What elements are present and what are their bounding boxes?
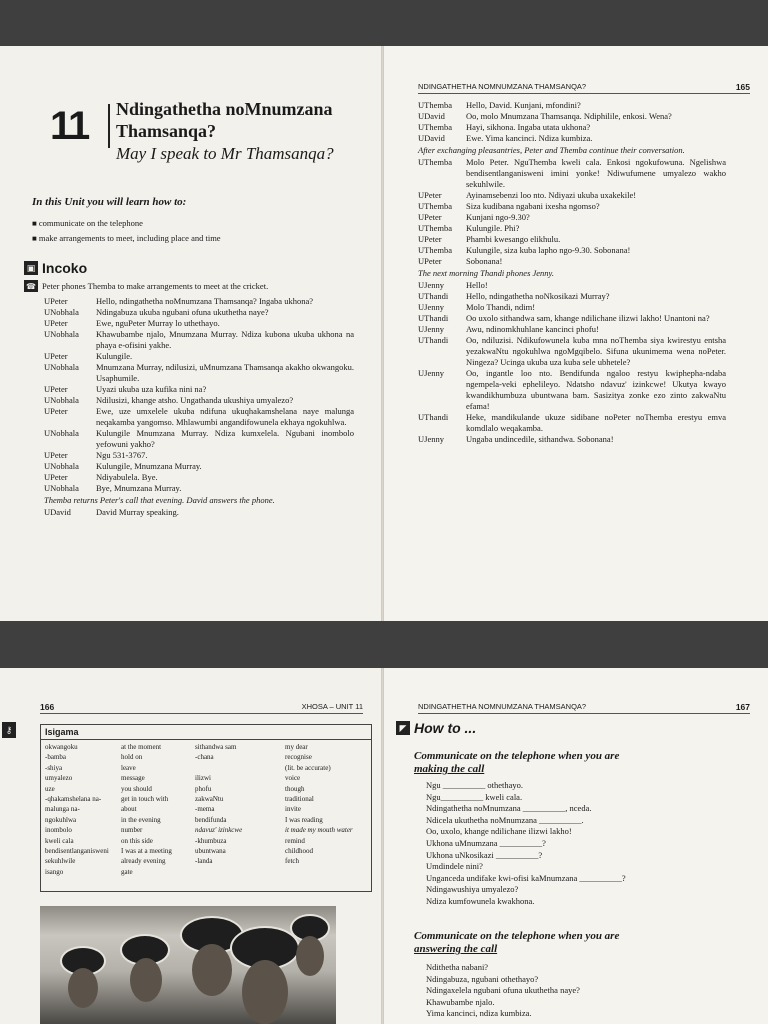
- speaker: UThemba: [418, 245, 452, 255]
- vocab-cell: [285, 867, 375, 877]
- line-text: Ewe, nguPeter Murray lo uthethayo.: [96, 318, 220, 328]
- vocab-cell: on this side: [121, 836, 153, 845]
- running-header-title: XHOSA – UNIT 11: [301, 702, 363, 711]
- dialogue-line: [44, 461, 354, 472]
- speaker: UThandi: [418, 291, 449, 301]
- phrase-item: Ngu__________ kweli cala.: [426, 791, 523, 802]
- line-text: Ngu 531-3767.: [96, 450, 148, 460]
- speaker: UJenny: [418, 434, 444, 444]
- speaker: UPeter: [44, 450, 68, 460]
- dialogue-line: [418, 201, 726, 212]
- line-text: Ndiyabulela. Bye.: [96, 472, 158, 482]
- dialogue-line: [44, 351, 354, 362]
- speaker: UNobhala: [44, 483, 79, 493]
- vocab-cell: voice: [285, 774, 301, 783]
- page-166: [0, 668, 381, 1024]
- speaker: UPeter: [418, 212, 442, 222]
- page-number: 166: [40, 702, 55, 712]
- line-text: Uyazi ukuba uza kufika nini na?: [96, 384, 207, 394]
- phrase-item: Ndicela ukuthetha noMnumzana __________.: [426, 814, 584, 825]
- vocab-cell: zakwaNtu: [195, 795, 224, 804]
- dialogue-line: [418, 157, 726, 190]
- dialogue-line: [44, 384, 354, 395]
- speaker: UPeter: [44, 472, 68, 482]
- vocab-cell: -qhakamshelana na-: [45, 795, 102, 804]
- intro-text: Peter phones Themba to make arrangements to meet at the cricket.: [42, 281, 269, 291]
- speaker: UJenny: [418, 302, 444, 312]
- running-header: [418, 82, 750, 92]
- dialogue-line: [44, 450, 354, 461]
- line-text: Ndingabuza ukuba ngubani ofuna ukuthetha naye?: [96, 307, 269, 317]
- vocab-cell: childhood: [285, 847, 313, 856]
- speaker: UNobhala: [44, 307, 79, 317]
- howto-title: How to ...: [414, 720, 477, 736]
- speaker: UNobhala: [44, 329, 79, 339]
- header-rule: [40, 713, 363, 714]
- vocab-cell: -landa: [195, 857, 213, 866]
- speaker: UThandi: [418, 412, 449, 422]
- vocab-cell: remind: [285, 836, 305, 845]
- dialogue-line: [418, 223, 726, 234]
- vocab-cell: traditional: [285, 795, 314, 804]
- dialogue-intro: [24, 280, 364, 292]
- line-text: Kunjani ngo-9.30?: [466, 212, 530, 222]
- dialogue-line: [418, 280, 726, 291]
- dialogue-2: [418, 100, 726, 445]
- phrase-list-answering: [426, 962, 746, 1020]
- phrase-item: Ngu __________ othethayo.: [426, 780, 524, 790]
- page-number: 165: [735, 82, 750, 92]
- speaker: UThandi: [418, 335, 449, 345]
- line-text: Hello, ndingathetha noNkosikazi Murray?: [466, 291, 610, 301]
- page-165: [384, 46, 768, 621]
- vocab-cell: umyalezo: [45, 774, 73, 783]
- dialogue-line: [44, 406, 354, 428]
- speaker: UPeter: [44, 384, 68, 394]
- vocab-cell: ndavuz' izinkcwe: [195, 826, 243, 835]
- learn-item: ■ make arrangements to meet, including place and time: [32, 231, 221, 246]
- header-rule: [418, 93, 750, 94]
- phrase-item: Ndithetha nabani?: [426, 962, 489, 972]
- vocab-cell: at the moment: [121, 743, 162, 751]
- stage-direction: The next morning Thandi phones Jenny.: [418, 268, 554, 278]
- vocab-cell: -mema: [195, 805, 215, 814]
- dialogue-1: [44, 296, 354, 518]
- vocab-cell: though: [285, 784, 305, 793]
- arrow-icon: ◤: [396, 721, 410, 735]
- line-text: Bye, Mnumzana Murray.: [96, 483, 182, 493]
- vocab-cell: in the evening: [121, 815, 161, 824]
- photo-figure: [68, 968, 98, 1008]
- speaker: UDavid: [418, 133, 445, 143]
- photo-figure: [296, 936, 324, 976]
- vocab-cell: okwangoku: [45, 743, 78, 751]
- vocab-cell: [195, 867, 285, 877]
- vocab-cell: it made my mouth water: [285, 826, 353, 835]
- dialogue-line: [418, 302, 726, 313]
- phrase-item: Ukhona uMnumzana __________?: [426, 837, 546, 848]
- vocab-cell: -bamba: [45, 753, 66, 762]
- line-text: Hello!: [466, 280, 488, 290]
- dialogue-line: [418, 412, 726, 434]
- dialogue-line: [44, 395, 354, 406]
- phrase-item: Ndingawushiya umyalezo?: [426, 884, 519, 895]
- dialogue-line: [44, 318, 354, 329]
- vocab-cell: ilizwi: [195, 774, 211, 783]
- speaker: UNobhala: [44, 362, 79, 372]
- line-text: David Murray speaking.: [96, 507, 179, 517]
- speaker: UPeter: [418, 190, 442, 200]
- speaker: UDavid: [418, 111, 445, 121]
- vocab-cell: bendifunda: [195, 815, 227, 824]
- dialogue-line: [44, 507, 354, 518]
- dialogue-line: [44, 329, 354, 351]
- running-header: [418, 702, 750, 712]
- line-text: Kulungile. Phi?: [466, 223, 520, 233]
- key-icon: ⚷: [2, 722, 16, 738]
- dialogue-line: [44, 428, 354, 450]
- speaker: UThemba: [418, 122, 452, 132]
- line-text: Hello, David. Kunjani, mfondini?: [466, 100, 581, 110]
- vocab-cell: gate: [121, 867, 133, 876]
- phrase-item: Khawubambe njalo.: [426, 996, 495, 1007]
- phrase-item: Unganceda undifake kwi-ofisi kaMnumzana __________?: [426, 872, 626, 883]
- running-header: [40, 702, 363, 712]
- dialogue-line: [418, 245, 726, 256]
- line-text: Ungaba undincedile, sithandwa. Sobonana!: [466, 434, 614, 444]
- line-text: Kulungile Mnumzana Murray. Ndiza kumxelela. Ngubani inombolo yefowuni yakho?: [96, 428, 354, 449]
- howto-heading: [396, 720, 476, 736]
- vocab-cell: uze: [45, 784, 55, 793]
- vocab-cell: -shiya: [45, 763, 63, 772]
- vocab-cell: malunga na-: [45, 805, 80, 814]
- phrase-item: Ndingaxelela ngubani ofuna ukuthetha naye?: [426, 985, 580, 996]
- vocab-cell: I was at a meeting: [121, 847, 172, 856]
- vocab-cell: phofu: [195, 784, 212, 793]
- subheading-answering-call: [414, 930, 734, 956]
- vocab-cell: get in touch with: [121, 795, 169, 804]
- vocab-cell: -chana: [195, 753, 214, 762]
- line-text: Ndilusizi, khange atsho. Ungathanda ukushiya umyalezo?: [96, 395, 294, 405]
- phrase-item: Ndingathetha noMnumzana __________, nceda.: [426, 803, 592, 814]
- line-text: Phambi kwesango elikhulu.: [466, 234, 561, 244]
- dialogue-line: [418, 291, 726, 302]
- line-text: Sobonana!: [466, 256, 503, 266]
- vocab-cell: hold on: [121, 753, 143, 762]
- subheading-making-call: [414, 750, 734, 776]
- dialogue-line: [418, 100, 726, 111]
- section-heading: [24, 260, 87, 276]
- vocab-cell: you should: [121, 784, 152, 793]
- line-text: Kulungile.: [96, 351, 133, 361]
- dialogue-line: [418, 256, 726, 267]
- line-text: Ewe. Yima kancinci. Ndiza kumbiza.: [466, 133, 593, 143]
- telephone-icon: ☎: [24, 280, 38, 292]
- stage-direction: Themba returns Peter's call that evening. David answers the phone.: [44, 495, 275, 505]
- unit-title-line1: Ndingathetha noMnumzana: [116, 99, 333, 119]
- dialogue-line: [418, 133, 726, 144]
- speaker: UPeter: [44, 318, 68, 328]
- line-text: Oo, molo Mnumzana Thamsanqa. Ndiphilile, enkosi. Wena?: [466, 111, 672, 121]
- unit-number: 11: [50, 104, 89, 148]
- vocab-cell: bendisentlanganisweni: [45, 847, 109, 856]
- speaker: UThandi: [418, 313, 449, 323]
- speaker: UThemba: [418, 201, 452, 211]
- vocabulary-grid: [41, 740, 371, 879]
- vocabulary-title: Isigama: [41, 725, 371, 740]
- vocab-cell: number: [121, 826, 143, 835]
- unit-title: [116, 98, 376, 142]
- dialogue-line: [44, 362, 354, 384]
- line-text: Kulungile, siza kuba lapho ngo-9.30. Sobonana!: [466, 245, 631, 255]
- line-text: Kulungile, Mnumzana Murray.: [96, 461, 202, 471]
- line-text: Mnumzana Murray, ndilusizi, uMnumzana Thamsanqa akakho okwangoku. Usaphumile.: [96, 362, 354, 383]
- learn-item: ■ communicate on the telephone: [32, 216, 221, 231]
- page-167: [384, 668, 768, 1024]
- line-text: Heke, mandikulande ukuze sidibane noPeter noThemba erestyu emva komdlalo weqakamba.: [466, 412, 726, 433]
- unit-subtitle: May I speak to Mr Thamsanqa?: [116, 144, 334, 163]
- crowd-photo: [40, 906, 336, 1024]
- subheading-line1: Communicate on the telephone when you are: [414, 750, 620, 762]
- photo-figure: [130, 958, 162, 1002]
- vocab-cell: I was reading: [285, 815, 323, 824]
- phrase-list-making: [426, 780, 746, 908]
- vocab-cell: fetch: [285, 857, 299, 866]
- vocab-cell: -khumbuza: [195, 836, 227, 845]
- vocab-cell: isango: [45, 867, 64, 876]
- unit-title-line2: Thamsanqa?: [116, 121, 217, 141]
- vocab-cell: (lit. be accurate): [285, 763, 331, 772]
- line-text: Khawubambe njalo, Mnumzana Murray. Ndiza kubona ukuba ukhona na phaya e-ofisini yakhe.: [96, 329, 354, 350]
- subheading-line2: making the call: [414, 763, 485, 775]
- photo-figure: [242, 960, 288, 1024]
- dialogue-line: [418, 313, 726, 324]
- line-text: Awu, ndinomkhuhlane kancinci phofu!: [466, 324, 599, 334]
- photo-figure: [192, 944, 232, 996]
- speaker: UDavid: [44, 507, 71, 517]
- dialogue-line: [418, 324, 726, 335]
- vocab-cell: about: [121, 805, 137, 814]
- dialogue-line: [418, 234, 726, 245]
- learn-heading: In this Unit you will learn how to:: [32, 196, 187, 208]
- vocab-cell: sithandwa sam: [195, 743, 237, 751]
- phrase-item: Ukhona uNkosikazi __________?: [426, 849, 543, 860]
- dialogue-line: [418, 111, 726, 122]
- subheading-line2: answering the call: [414, 943, 498, 955]
- dialogue-line: [44, 483, 354, 494]
- dialogue-line: [418, 434, 726, 445]
- phrase-item: Umdindele nini?: [426, 861, 483, 872]
- page-number: 167: [735, 702, 750, 712]
- speaker: UNobhala: [44, 461, 79, 471]
- dialogue-line: [418, 190, 726, 201]
- speaker: UPeter: [418, 256, 442, 266]
- vocab-cell: message: [121, 774, 145, 783]
- dialogue-line: [418, 212, 726, 223]
- audio-cassette-icon: ▣: [24, 261, 38, 275]
- vocab-cell: leave: [121, 763, 136, 772]
- line-text: Molo Thandi, ndim!: [466, 302, 536, 312]
- vocab-cell: inombolo: [45, 826, 72, 835]
- speaker: UPeter: [44, 351, 68, 361]
- dialogue-line: [44, 296, 354, 307]
- speaker: UNobhala: [44, 428, 79, 438]
- phrase-item: Ndingabuza, ngubani othethayo?: [426, 973, 539, 984]
- subheading-line1: Communicate on the telephone when you are: [414, 930, 620, 942]
- vocab-cell: invite: [285, 805, 301, 814]
- speaker: UJenny: [418, 280, 444, 290]
- vocab-cell: recognise: [285, 753, 312, 762]
- line-text: Siza kudibana ngabani ixesha ngomso?: [466, 201, 600, 211]
- dialogue-line: [44, 472, 354, 483]
- speaker: UNobhala: [44, 395, 79, 405]
- phrase-item: Oo, uxolo, khange ndilichane ilizwi lakho!: [426, 826, 572, 837]
- line-text: Ayinamsebenzi loo nto. Ndiyazi ukuba uxakekile!: [466, 190, 637, 200]
- speaker: UPeter: [44, 296, 68, 306]
- vocab-cell: [195, 763, 285, 773]
- vocab-cell: kweli cala: [45, 836, 74, 845]
- running-header-title: NDINGATHETHA NOMNUMZANA THAMSANQA?: [418, 82, 587, 91]
- speaker: UPeter: [418, 234, 442, 244]
- stage-direction: After exchanging pleasantries, Peter and Themba continue their conversation.: [418, 145, 685, 155]
- section-title: Incoko: [42, 260, 88, 276]
- line-text: Oo uxolo sithandwa sam, khange ndilichane ilizwi lakho! Unantoni na?: [466, 313, 710, 323]
- vocab-cell: my dear: [285, 743, 308, 751]
- page-164: [0, 46, 381, 621]
- line-text: Oo, ndiluzisi. Ndikufowunela kuba mna noThemba siya kwirestyu entsha yezakwaNtu ngokuhlwa ngoMgqibelo. Sifuna ukunimema wena noPeter. Ningeza? Ucinga ukuba uza kuba sele ubhetele?: [466, 335, 726, 367]
- learn-list: [32, 216, 221, 246]
- line-text: Hayi, sikhona. Ingaba utata ukhona?: [466, 122, 591, 132]
- phrase-item: Ndiza kumfowunela kwakhona.: [426, 895, 535, 906]
- vocab-cell: ngokuhlwa: [45, 815, 77, 824]
- vocab-cell: sekuhlwile: [45, 857, 76, 866]
- title-divider: [108, 104, 110, 148]
- dialogue-line: [418, 368, 726, 412]
- phrase-item: Yima kancinci, ndiza kumbiza.: [426, 1008, 532, 1019]
- dialogue-line: [418, 335, 726, 368]
- line-text: Oo, ingantle loo nto. Bendifunda ngaloo restyu kwiphepha-ndaba ngempela-veki ephelileyo. Ndatsho ndavuz' izinkcwe! Ukutya kwayo kwandikhumbuza ubuntwana bam. Sasizitya zonke ezo zinto zakwaNtu efama!: [466, 368, 726, 411]
- dialogue-line: [44, 307, 354, 318]
- vocab-cell: ubuntwana: [195, 847, 226, 856]
- speaker: UPeter: [44, 406, 68, 416]
- line-text: Hello, ndingathetha noMnumzana Thamsanqa? Ingaba ukhona?: [96, 296, 313, 306]
- vocabulary-box: [40, 724, 372, 892]
- line-text: Ewe, uze umxelele ukuba ndifuna ukuqhakamshelana naye malunga neqakamba yangomso. Mhlawumbi angandifowunela ekhaya ngokuhlwa.: [96, 406, 354, 427]
- speaker: UThemba: [418, 223, 452, 233]
- speaker: UJenny: [418, 324, 444, 334]
- speaker: UThemba: [418, 157, 452, 167]
- speaker: UJenny: [418, 368, 444, 378]
- line-text: Molo Peter. NguThemba kweli cala. Enkosi ngokufowuna. Ngelishwa bendisentlanganisweni imini yonke! Ndiwufumene umyalezo wakho sekuhlwile.: [466, 157, 726, 189]
- header-rule: [418, 713, 750, 714]
- dialogue-line: [418, 122, 726, 133]
- vocab-cell: already evening: [121, 857, 166, 866]
- running-header-title: NDINGATHETHA NOMNUMZANA THAMSANQA?: [418, 702, 587, 711]
- speaker: UThemba: [418, 100, 452, 110]
